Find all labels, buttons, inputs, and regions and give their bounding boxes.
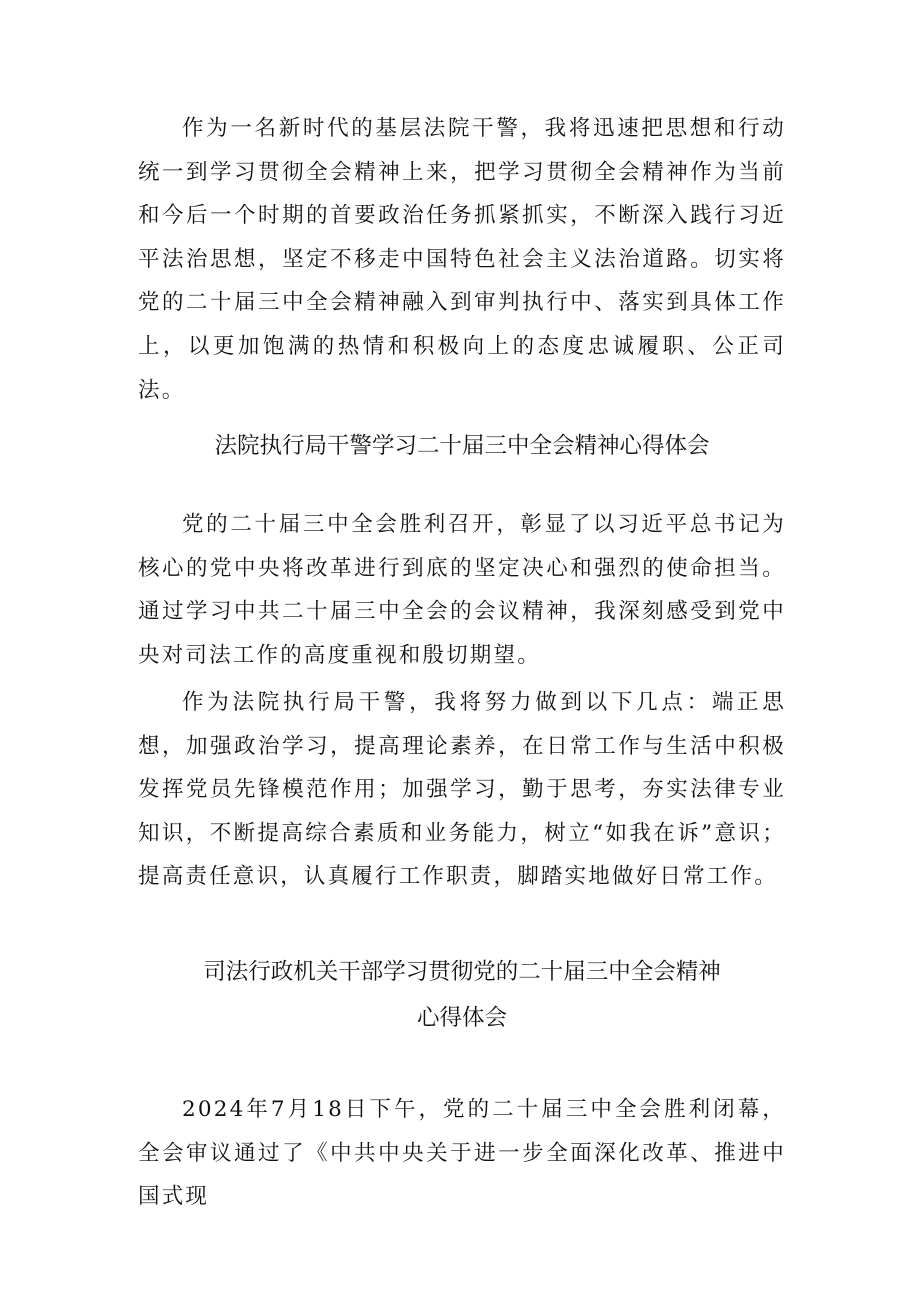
paragraph-personal-actions: 作为法院执行局干警，我将努力做到以下几点：端正思想，加强政治学习，提高理论素养，在日常工作与生活中积极发挥党员先锋模范作用；加强学习，勤于思考，夯实法律专业知识，不断提高综合素质和业务能力，树立“如我在诉”意识；提高责任意识，认真履行工作职责，脚踏实地做好日常工作。 — [138, 690, 786, 890]
paragraph-plenum-significance: 党的二十届三中全会胜利召开，彰显了以习近平总书记为核心的党中央将改革进行到底的坚定决心和强烈的使命担当。通过学习中共二十届三中全会的会议精神，我深刻感受到党中央对司法工作的高度重视和殷切期望。 — [138, 512, 786, 668]
section-heading-judicial-administration — [138, 949, 786, 1041]
section-heading-enforcement-bureau: 法院执行局干警学习二十届三中全会精神心得体会 — [214, 433, 710, 459]
heading-line-1: 司法行政机关干部学习贯彻党的二十届三中全会精神 — [203, 959, 721, 985]
paragraph-plenum-closing: 2024年7月18日下午，党的二十届三中全会胜利闭幕，全会审议通过了《中共中央关于进一步全面深化改革、推进中国式现 — [138, 1097, 786, 1210]
paragraph-intro-commitment: 作为一名新时代的基层法院干警，我将迅速把思想和行动统一到学习贯彻全会精神上来，把学习贯彻全会精神作为当前和今后一个时期的首要政治任务抓紧抓实，不断深入践行习近平法治思想，坚定不移走中国特色社会主义法治道路。切实将党的二十届三中全会精神融入到审判执行中、落实到具体工作上，以更加饱满的热情和积极向上的态度忠诚履职、公正司法。 — [138, 116, 786, 403]
heading-line-2: 心得体会 — [416, 1005, 507, 1031]
